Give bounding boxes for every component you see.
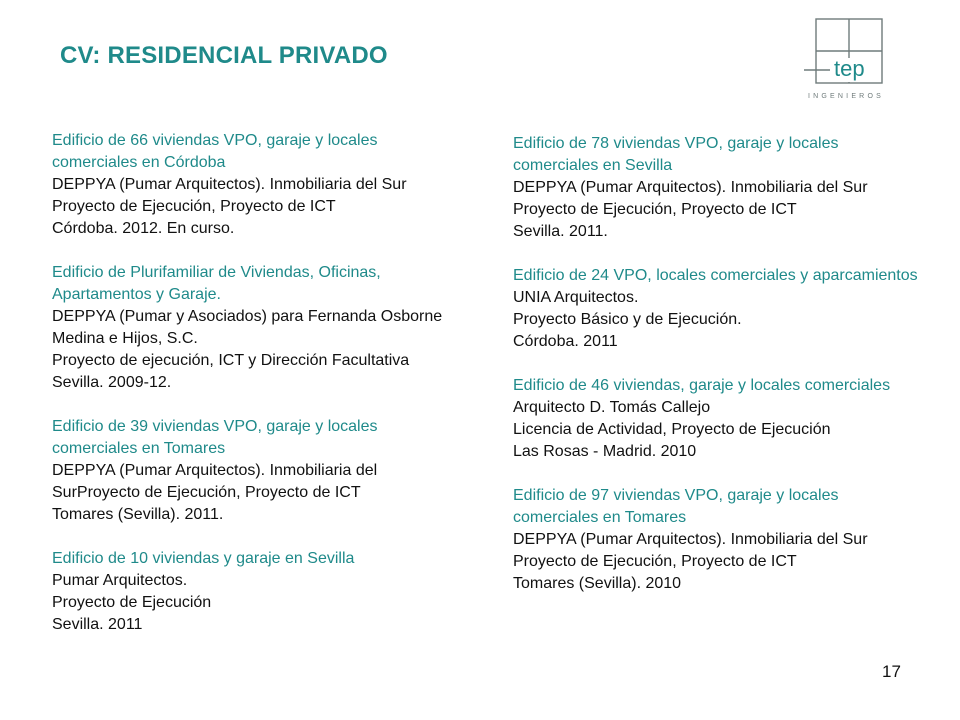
project-detail: Proyecto Básico y de Ejecución. [513,311,742,328]
project-entry [513,133,923,243]
project-name: Edificio de 10 viviendas y garaje en Sevilla [52,550,355,567]
project-entry [52,416,462,526]
project-detail: UNIA Arquitectos. [513,289,639,306]
project-detail: Arquitecto D. Tomás Callejo [513,399,711,416]
project-detail: DEPPYA (Pumar Arquitectos). Inmobiliaria del SurProyecto de Ejecución, Proyecto de ICT [52,462,378,501]
project-detail: Sevilla. 2009-12. [52,374,172,391]
project-detail: Sevilla. 2011. [513,223,608,240]
project-detail: Proyecto de Ejecución, Proyecto de ICT [513,201,797,218]
project-name: Edificio de 66 viviendas VPO, garaje y locales comerciales en Córdoba [52,132,378,171]
project-detail: Córdoba. 2012. En curso. [52,220,235,237]
project-name: Edificio de 78 viviendas VPO, garaje y locales comerciales en Sevilla [513,135,839,174]
left-column [52,130,462,658]
project-detail: Proyecto de ejecución, ICT y Dirección Facultativa [52,352,410,369]
project-entry [52,130,462,240]
logo-brand: tep [834,56,865,81]
project-entry [513,265,923,353]
project-detail: Sevilla. 2011 [52,616,143,633]
project-name: Edificio de Plurifamiliar de Viviendas, Oficinas, Apartamentos y Garaje. [52,264,381,303]
project-name: Edificio de 46 viviendas, garaje y locales comerciales [513,377,891,394]
project-detail: Córdoba. 2011 [513,333,618,350]
project-detail: DEPPYA (Pumar Arquitectos). Inmobiliaria del Sur [513,179,868,196]
project-detail: Proyecto de Ejecución [52,594,212,611]
project-entry [513,375,923,463]
project-detail: DEPPYA (Pumar Arquitectos). Inmobiliaria del Sur [513,531,868,548]
project-detail: DEPPYA (Pumar Arquitectos). Inmobiliaria del Sur [52,176,407,193]
tep-logo [800,18,900,108]
project-detail: Pumar Arquitectos. [52,572,188,589]
page-title: CV: RESIDENCIAL PRIVADO [60,42,388,69]
project-name: Edificio de 24 VPO, locales comerciales y aparcamientos [513,267,918,284]
project-detail: Proyecto de Ejecución, Proyecto de ICT [513,553,797,570]
project-detail: Proyecto de Ejecución, Proyecto de ICT [52,198,336,215]
project-detail: Tomares (Sevilla). 2011. [52,506,224,523]
project-detail: Licencia de Actividad, Proyecto de Ejecución [513,421,831,438]
project-detail: DEPPYA (Pumar y Asociados) para Fernanda Osborne Medina e Hijos, S.C. [52,308,443,347]
page-number: 17 [882,662,901,681]
project-entry [52,262,462,394]
project-entry [513,485,923,595]
logo-subtitle: INGENIEROS [808,93,884,100]
project-detail: Las Rosas - Madrid. 2010 [513,443,697,460]
project-name: Edificio de 39 viviendas VPO, garaje y locales comerciales en Tomares [52,418,378,457]
right-column [513,133,923,617]
project-name: Edificio de 97 viviendas VPO, garaje y locales comerciales en Tomares [513,487,839,526]
project-entry [52,548,462,636]
project-detail: Tomares (Sevilla). 2010 [513,575,682,592]
